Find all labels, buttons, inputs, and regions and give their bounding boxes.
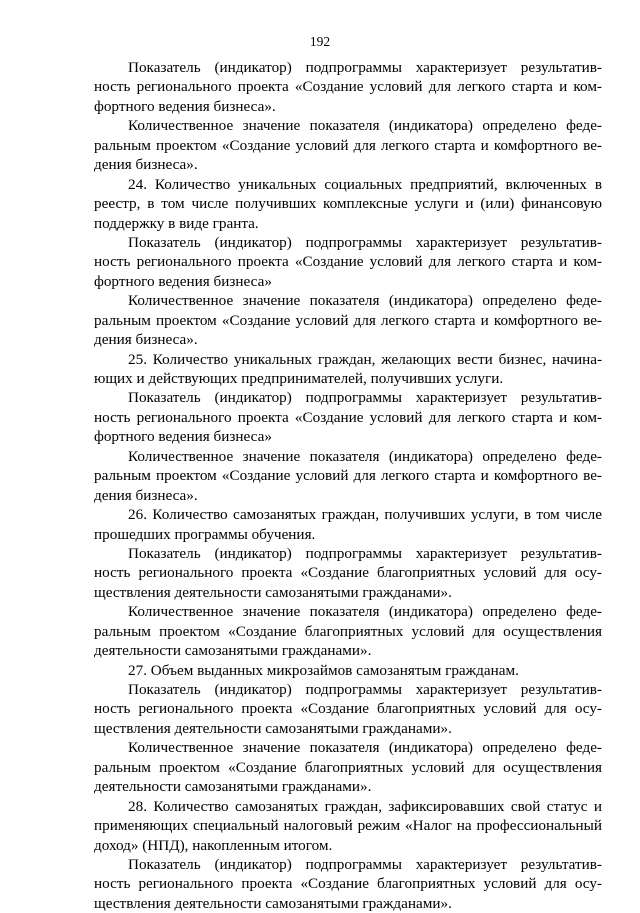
text-line: доход» (НПД), накопленным итогом.: [94, 836, 333, 854]
text-line: фортного ведения бизнеса».: [94, 97, 276, 115]
text-line: ность регионального проекта «Создание условий для легкого старта и ком-: [94, 253, 602, 271]
text-line: Показатель (индикатор) подпрограммы характеризует результатив-: [128, 544, 602, 562]
text-line: 26. Количество самозанятых граждан, получивших услуги, в том числе: [128, 506, 602, 524]
text-line: ность регионального проекта «Создание благоприятных условий для осу-: [94, 875, 602, 893]
text-line: 25. Количество уникальных граждан, желающих вести бизнес, начина-: [128, 350, 602, 368]
text-line: ральным проектом «Создание благоприятных условий для осуществления: [94, 758, 602, 776]
text-line: деятельности самозанятыми гражданами».: [94, 778, 372, 796]
text-line: 28. Количество самозанятых граждан, зафиксировавших свой статус и: [128, 797, 602, 815]
text-line: ность регионального проекта «Создание благоприятных условий для осу-: [94, 564, 602, 582]
text-line: 24. Количество уникальных социальных предприятий, включенных в: [128, 175, 602, 193]
text-line: дения бизнеса».: [94, 331, 198, 349]
text-line: 27. Объем выданных микрозаймов самозанятым гражданам.: [128, 661, 519, 679]
text-line: ральным проектом «Создание условий для легкого старта и комфортного ве-: [94, 136, 602, 154]
page-number: 192: [309, 34, 331, 49]
text-line: ществления деятельности самозанятыми гражданами».: [94, 719, 452, 737]
text-line: Показатель (индикатор) подпрограммы характеризует результатив-: [128, 681, 602, 698]
text-line: Количественное значение показателя (индикатора) определено феде-: [128, 739, 602, 757]
text-line: применяющих специальный налоговый режим «Налог на профессиональный: [94, 817, 602, 835]
text-line: прошедших программы обучения.: [94, 525, 316, 543]
text-line: Показатель (индикатор) подпрограммы характеризует результатив-: [128, 855, 602, 873]
text-line: ющих и действующих предпринимателей, получивших услуги.: [94, 370, 504, 387]
text-line: дения бизнеса».: [94, 486, 198, 504]
text-line: Показатель (индикатор) подпрограммы характеризует результатив-: [128, 233, 602, 251]
text-line: деятельности самозанятыми гражданами».: [94, 642, 372, 660]
text-line: ществления деятельности самозанятыми гражданами».: [94, 894, 452, 912]
text-line: реестр, в том числе получивших комплексные услуги и (или) финансовую: [94, 195, 602, 213]
text-line: ществления деятельности самозанятыми гражданами».: [94, 583, 452, 601]
text-line: ральным проектом «Создание благоприятных условий для осуществления: [94, 622, 602, 640]
text-line: фортного ведения бизнеса»: [94, 428, 272, 446]
text-line: дения бизнеса».: [94, 156, 198, 174]
text-line: поддержку в виде гранта.: [94, 214, 259, 232]
text-line: ность регионального проекта «Создание условий для легкого старта и ком-: [94, 408, 602, 426]
text-line: Количественное значение показателя (индикатора) определено феде-: [128, 292, 602, 310]
text-line: Показатель (индикатор) подпрограммы характеризует результатив-: [128, 59, 602, 76]
text-line: фортного ведения бизнеса»: [94, 272, 272, 290]
text-line: ральным проектом «Создание условий для легкого старта и комфортного ве-: [94, 311, 602, 329]
text-line: Количественное значение показателя (индикатора) определено феде-: [128, 603, 602, 621]
text-line: Количественное значение показателя (индикатора) определено феде-: [128, 117, 602, 135]
document-body: [94, 58, 602, 913]
text-line: ность регионального проекта «Создание благоприятных условий для осу-: [94, 700, 602, 718]
text-line: ность регионального проекта «Создание условий для легкого старта и ком-: [94, 78, 602, 96]
text-line: ральным проектом «Создание условий для легкого старта и комфортного ве-: [94, 467, 602, 485]
text-line: Количественное значение показателя (индикатора) определено феде-: [128, 447, 602, 465]
text-line: Показатель (индикатор) подпрограммы характеризует результатив-: [128, 389, 602, 407]
